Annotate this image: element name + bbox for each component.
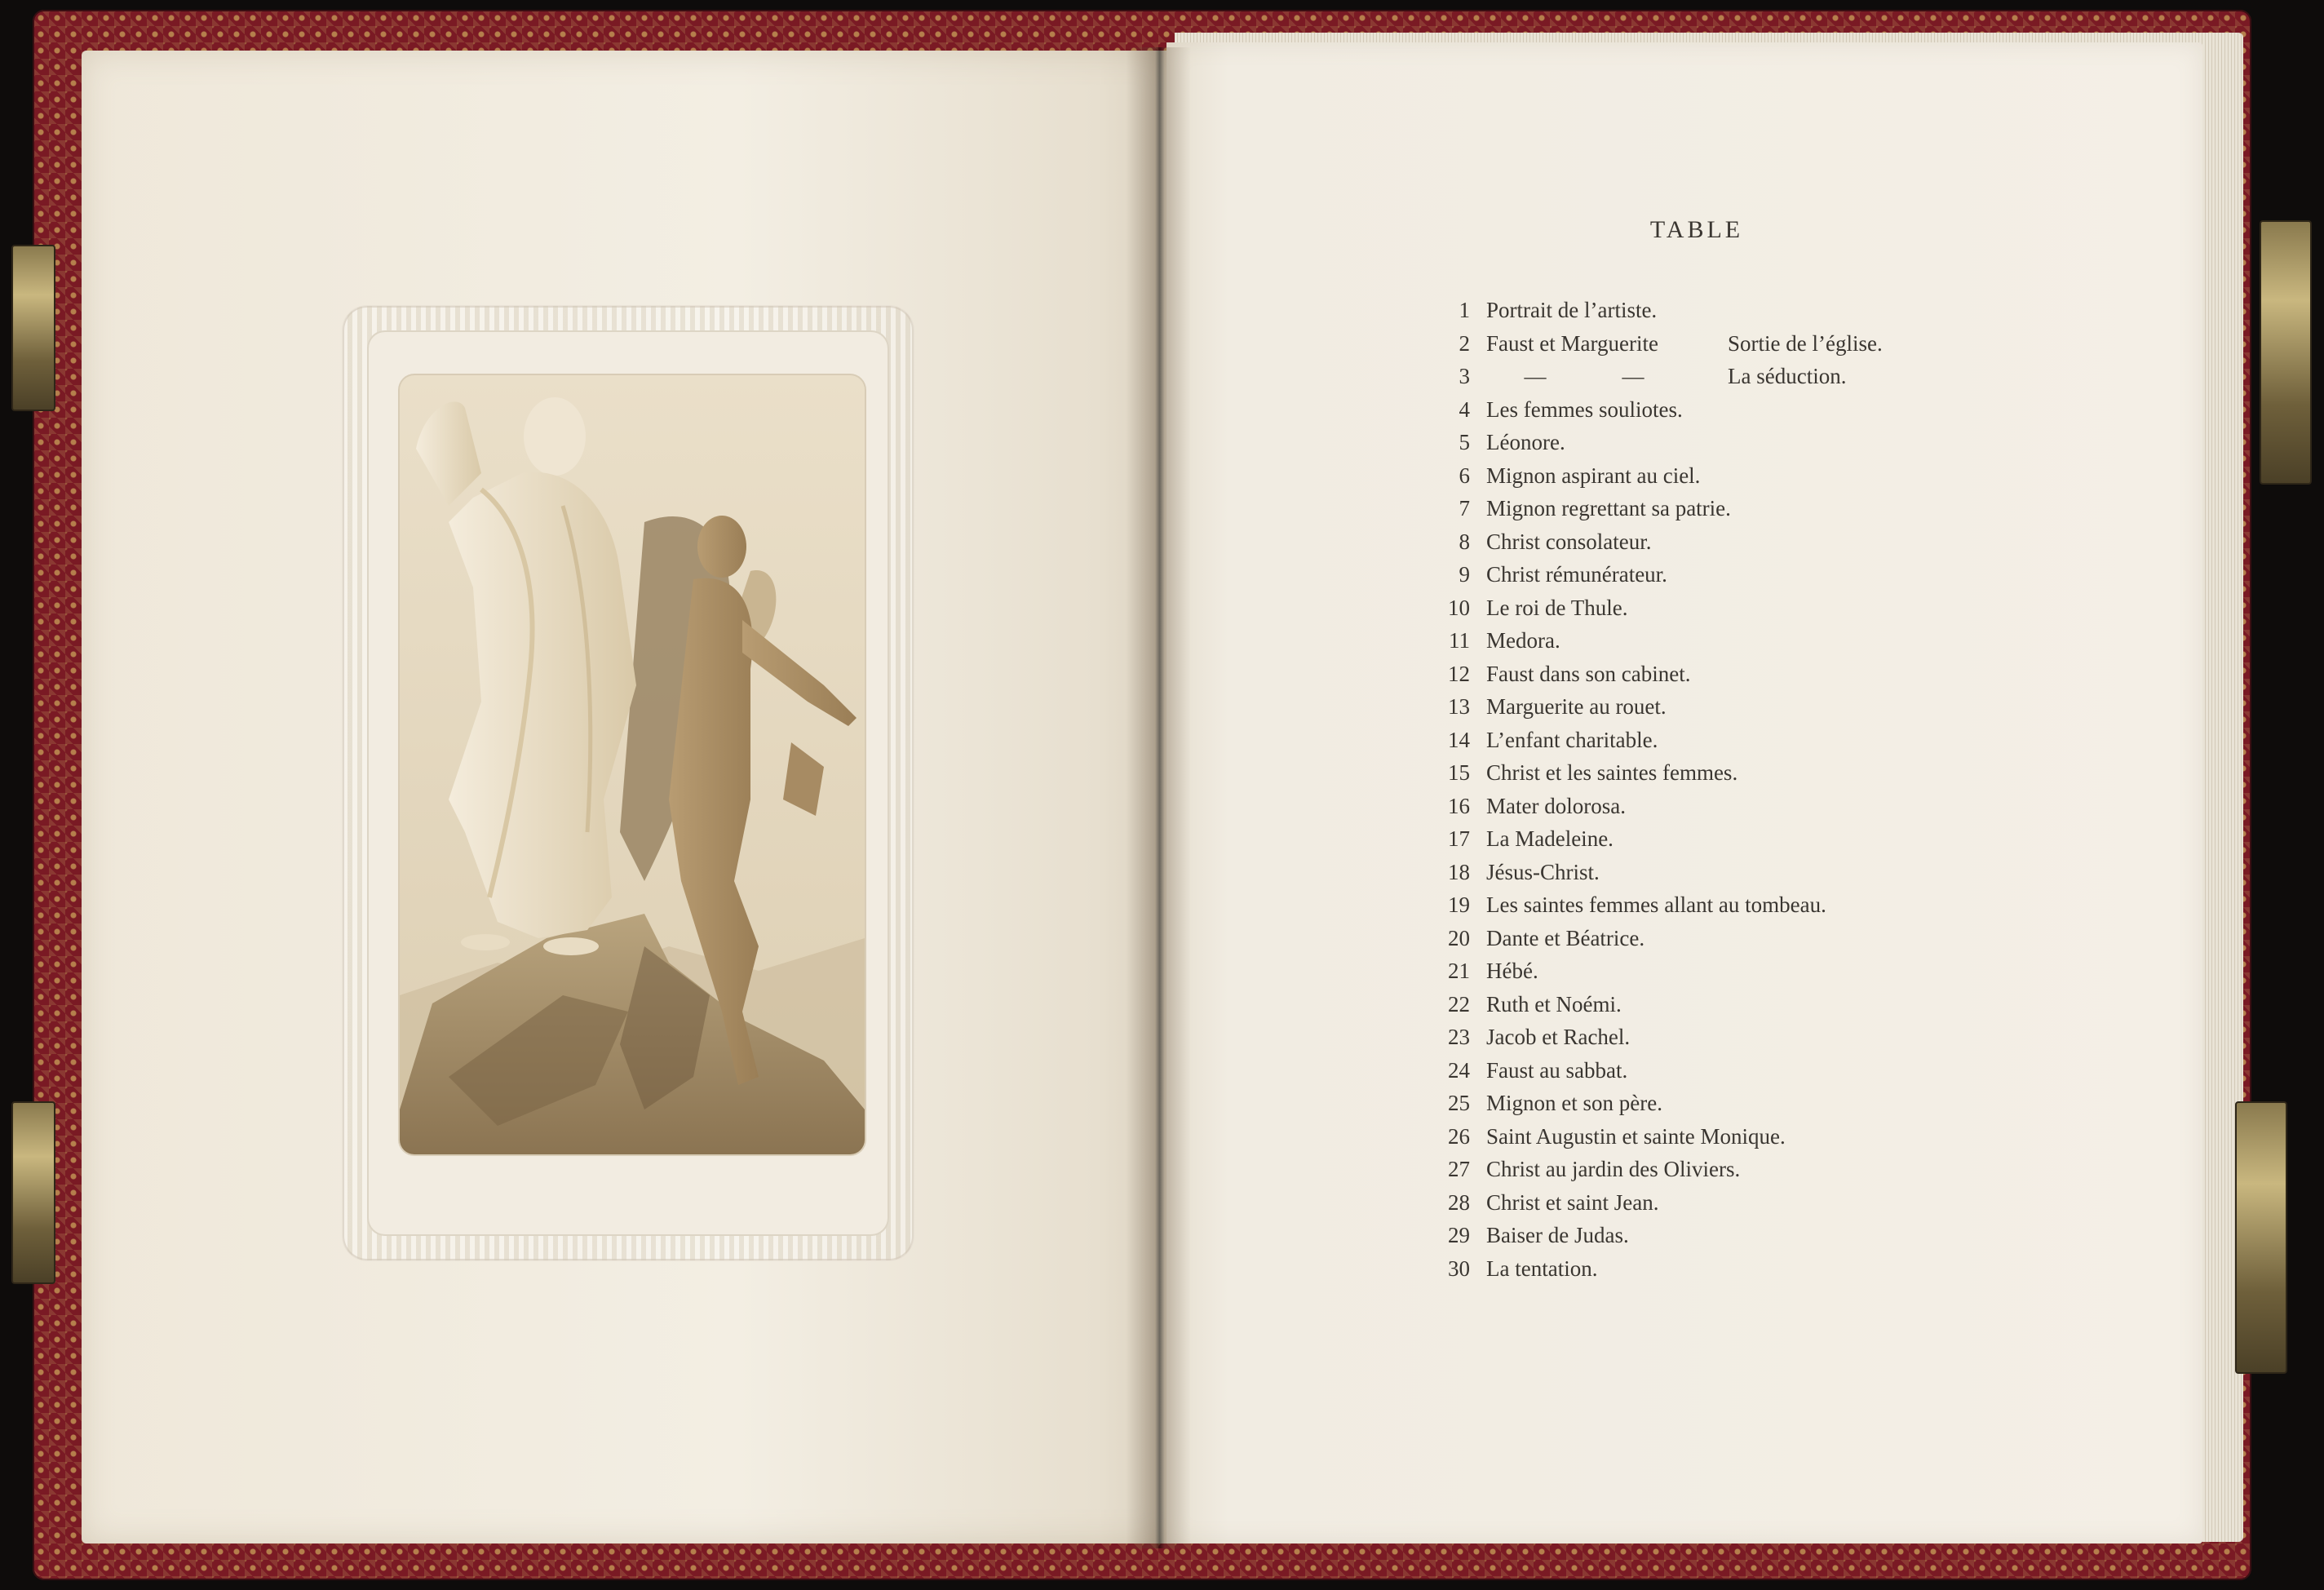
toc-row bbox=[1419, 724, 2007, 757]
toc-entry-title: Christ consolateur. bbox=[1486, 529, 1652, 554]
clasp-right-top bbox=[2260, 220, 2312, 485]
toc-row bbox=[1419, 822, 2007, 856]
toc-entry-subtitle: La séduction. bbox=[1728, 364, 1847, 388]
table-of-contents bbox=[1419, 294, 2007, 1285]
toc-row bbox=[1419, 624, 2007, 658]
toc-entry-title: Léonore. bbox=[1486, 430, 1565, 454]
toc-entry-title: Faust au sabbat. bbox=[1486, 1057, 1628, 1083]
toc-entry-title: Marguerite au rouet. bbox=[1486, 694, 1667, 719]
toc-row bbox=[1419, 492, 2007, 525]
toc-row bbox=[1419, 954, 2007, 988]
toc-number: 19 bbox=[1448, 892, 1470, 917]
toc-number: 3 bbox=[1459, 364, 1470, 388]
toc-number: 17 bbox=[1448, 826, 1470, 851]
toc-number: 27 bbox=[1448, 1157, 1470, 1181]
toc-entry-title: Mignon regrettant sa patrie. bbox=[1486, 496, 1731, 520]
toc-number: 16 bbox=[1448, 793, 1470, 818]
toc-entry-title: Christ au jardin des Oliviers. bbox=[1486, 1157, 1741, 1181]
clasp-right-bottom bbox=[2235, 1101, 2287, 1374]
toc-entry-subtitle: Sortie de l’église. bbox=[1728, 330, 1883, 356]
toc-entry-title: Christ et saint Jean. bbox=[1486, 1189, 1659, 1215]
toc-row bbox=[1419, 790, 2007, 823]
toc-row bbox=[1419, 558, 2007, 591]
toc-entry-title: La tentation. bbox=[1486, 1256, 1598, 1281]
toc-row bbox=[1419, 294, 2007, 327]
clasp-left-bottom bbox=[11, 1101, 55, 1284]
toc-entry-title: Faust dans son cabinet. bbox=[1486, 661, 1691, 686]
toc-row bbox=[1419, 1186, 2007, 1220]
toc-entry-title: Les saintes femmes allant au tombeau. bbox=[1486, 892, 1826, 917]
toc-entry-title: Faust et Marguerite bbox=[1486, 330, 1658, 356]
toc-number: 26 bbox=[1448, 1123, 1470, 1149]
toc-number: 28 bbox=[1448, 1189, 1470, 1215]
toc-entry-title: Medora. bbox=[1486, 628, 1560, 653]
toc-row bbox=[1419, 888, 2007, 922]
toc-entry-title: Ruth et Noémi. bbox=[1486, 991, 1622, 1016]
toc-number: 12 bbox=[1448, 661, 1470, 686]
toc-row bbox=[1419, 393, 2007, 427]
toc-row bbox=[1419, 1219, 2007, 1252]
toc-entry-title: Hébé. bbox=[1486, 959, 1538, 983]
toc-entry-title: Dante et Béatrice. bbox=[1486, 925, 1645, 950]
toc-number: 7 bbox=[1459, 496, 1470, 520]
toc-number: 14 bbox=[1448, 727, 1470, 752]
toc-entry-title: Jacob et Rachel. bbox=[1486, 1025, 1631, 1049]
toc-entry-title: La Madeleine. bbox=[1486, 826, 1614, 851]
toc-entry-title: Mignon aspirant au ciel. bbox=[1486, 463, 1701, 488]
toc-number: 5 bbox=[1459, 430, 1470, 454]
toc-row bbox=[1419, 1054, 2007, 1087]
toc-number: 29 bbox=[1448, 1223, 1470, 1247]
toc-row bbox=[1419, 1021, 2007, 1054]
toc-row bbox=[1419, 360, 2007, 393]
toc-entry-title: Le roi de Thule. bbox=[1486, 595, 1628, 620]
toc-ditto-dash: — bbox=[1524, 364, 1547, 388]
toc-number: 6 bbox=[1459, 463, 1470, 488]
toc-row bbox=[1419, 658, 2007, 691]
toc-ditto-dash: — bbox=[1622, 364, 1645, 388]
toc-row bbox=[1419, 1252, 2007, 1286]
toc-entry-title: Christ et les saintes femmes. bbox=[1486, 760, 1738, 785]
toc-number: 8 bbox=[1459, 529, 1470, 554]
toc-row bbox=[1419, 459, 2007, 493]
toc-title: TABLE bbox=[1649, 216, 1744, 243]
toc-number: 2 bbox=[1459, 330, 1470, 356]
toc-entry-title: Baiser de Judas. bbox=[1486, 1223, 1629, 1247]
toc-entry-title: L’enfant charitable. bbox=[1486, 727, 1658, 752]
toc-number: 22 bbox=[1448, 991, 1470, 1016]
carte-de-visite-photo bbox=[400, 375, 865, 1154]
toc-number: 25 bbox=[1448, 1091, 1470, 1115]
book-gutter bbox=[1126, 47, 1191, 1548]
toc-number: 30 bbox=[1448, 1256, 1470, 1281]
toc-row bbox=[1419, 1153, 2007, 1186]
toc-entry-title: Mignon et son père. bbox=[1486, 1091, 1662, 1115]
clasp-left-top bbox=[11, 245, 55, 411]
toc-number: 9 bbox=[1459, 562, 1470, 587]
toc-entry-title: Portrait de l’artiste. bbox=[1486, 298, 1658, 322]
toc-row bbox=[1419, 988, 2007, 1021]
toc-number: 4 bbox=[1459, 396, 1470, 422]
toc-row bbox=[1419, 856, 2007, 889]
toc-entry-title: Les femmes souliotes. bbox=[1486, 396, 1683, 422]
toc-number: 10 bbox=[1448, 595, 1470, 620]
toc-number: 11 bbox=[1449, 628, 1470, 653]
toc-row bbox=[1419, 426, 2007, 459]
toc-number: 21 bbox=[1448, 959, 1470, 983]
toc-number: 24 bbox=[1448, 1057, 1470, 1083]
toc-entry-title: Jésus-Christ. bbox=[1486, 859, 1600, 884]
toc-number: 13 bbox=[1448, 694, 1470, 719]
toc-number: 1 bbox=[1459, 298, 1470, 322]
toc-number: 18 bbox=[1448, 859, 1470, 884]
toc-row bbox=[1419, 922, 2007, 955]
toc-entry-title: Mater dolorosa. bbox=[1486, 793, 1626, 818]
toc-entry-title: Saint Augustin et sainte Monique. bbox=[1486, 1123, 1786, 1149]
toc-row bbox=[1419, 327, 2007, 361]
toc-number: 23 bbox=[1448, 1025, 1470, 1049]
toc-row bbox=[1419, 525, 2007, 559]
toc-entry-title: Christ rémunérateur. bbox=[1486, 562, 1667, 587]
toc-row bbox=[1419, 591, 2007, 625]
toc-row bbox=[1419, 756, 2007, 790]
toc-row bbox=[1419, 690, 2007, 724]
toc-number: 15 bbox=[1448, 760, 1470, 785]
temptation-engraving-illustration bbox=[400, 375, 865, 1154]
toc-row bbox=[1419, 1120, 2007, 1154]
toc-number: 20 bbox=[1448, 925, 1470, 950]
toc-row bbox=[1419, 1087, 2007, 1120]
